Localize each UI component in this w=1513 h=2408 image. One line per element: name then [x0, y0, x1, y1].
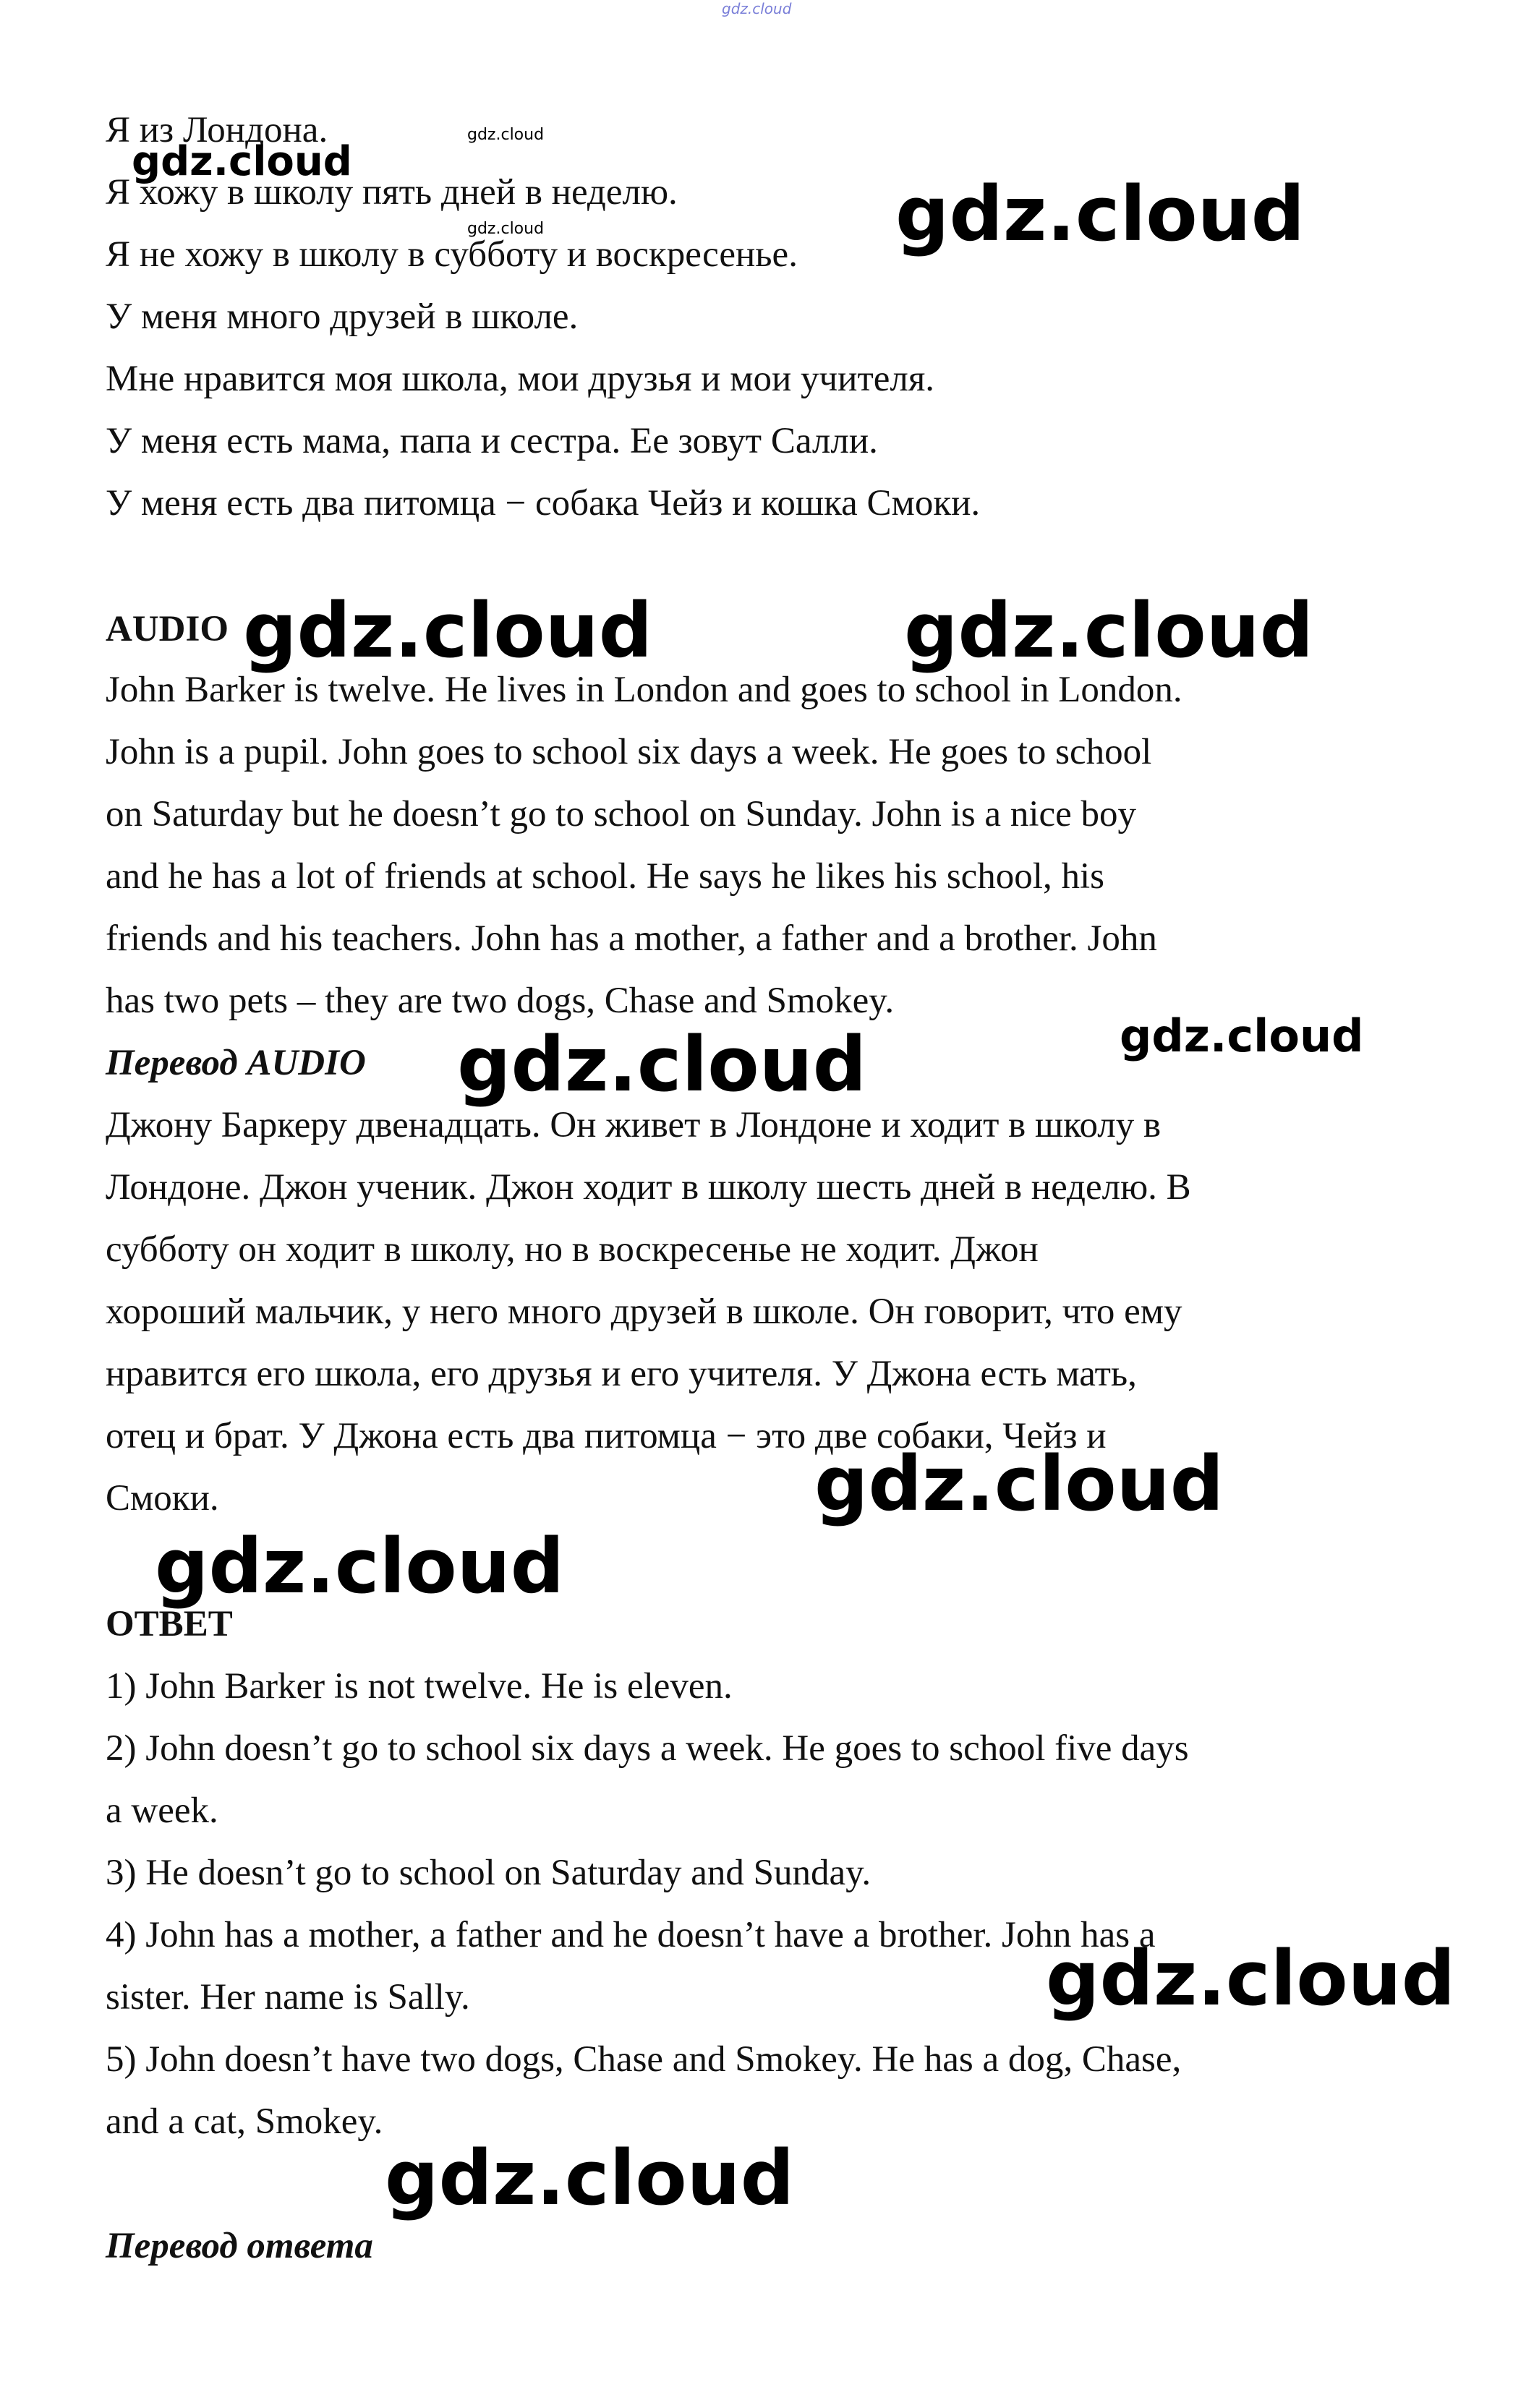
text-line: and he has a lot of friends at school. He says he likes his school, his: [106, 856, 1104, 897]
text-line: Джону Баркеру двенадцать. Он живет в Лондоне и ходит в школу в: [106, 1105, 1162, 1145]
text-line: нравится его школа, его друзья и его учителя. У Джона есть мать,: [106, 1354, 1137, 1394]
text-line: and a cat, Smokey.: [106, 2101, 383, 2142]
section-heading: AUDIO: [106, 609, 229, 649]
text-line: a week.: [106, 1790, 218, 1831]
text-line: отец и брат. У Джона есть два питомца − это две собаки, Чейз и: [106, 1416, 1107, 1456]
text-line: sister. Her name is Sally.: [106, 1977, 470, 2018]
watermark: gdz.cloud: [467, 126, 545, 144]
text-line: хороший мальчик, у него много друзей в школе. Он говорит, что ему: [106, 1291, 1182, 1332]
watermark: gdz.cloud: [243, 586, 653, 675]
header-watermark: gdz.cloud: [722, 0, 792, 17]
watermark: gdz.cloud: [457, 1020, 867, 1109]
text-line: Смоки.: [106, 1478, 219, 1519]
watermark: gdz.cloud: [1046, 1934, 1456, 2023]
text-line: on Saturday but he doesn’t go to school on Sunday. John is a nice boy: [106, 794, 1137, 834]
text-line: has two pets – they are two dogs, Chase and Smokey.: [106, 981, 895, 1021]
section-heading: ОТВЕТ: [106, 1604, 233, 1644]
text-line: Я не хожу в школу в субботу и воскресенье.: [106, 234, 798, 275]
text-line: 5) John doesn’t have two dogs, Chase and Smokey. He has a dog, Chase,: [106, 2039, 1182, 2080]
text-line: 2) John doesn’t go to school six days a week. He goes to school five days: [106, 1728, 1189, 1769]
text-line: У меня много друзей в школе.: [106, 296, 579, 337]
watermark: gdz.cloud: [895, 170, 1305, 258]
watermark: gdz.cloud: [385, 2134, 795, 2222]
text-line: У меня есть мама, папа и сестра. Ее зовут Салли.: [106, 421, 878, 461]
watermark: gdz.cloud: [132, 138, 352, 185]
text-line: Я хожу в школу пять дней в неделю.: [106, 172, 678, 213]
watermark: gdz.cloud: [467, 220, 545, 238]
text-line: 3) He doesn’t go to school on Saturday and Sunday.: [106, 1853, 871, 1893]
watermark: gdz.cloud: [904, 586, 1314, 675]
watermark: gdz.cloud: [814, 1440, 1224, 1528]
text-line: Я из Лондона.: [106, 110, 328, 150]
text-line: John is a pupil. John goes to school six days a week. He goes to school: [106, 732, 1152, 772]
text-line: Мне нравится моя школа, мои друзья и мои учителя.: [106, 359, 935, 399]
text-line: У меня есть два питомца − собака Чейз и кошка Смоки.: [106, 483, 981, 524]
text-line: 1) John Barker is not twelve. He is eleven.: [106, 1666, 733, 1707]
text-line: friends and his teachers. John has a mother, a father and a brother. John: [106, 918, 1157, 959]
text-line: Лондоне. Джон ученик. Джон ходит в школу шесть дней в неделю. В: [106, 1167, 1191, 1208]
text-line: 4) John has a mother, a father and he doesn’t have a brother. John has a: [106, 1915, 1156, 1955]
section-heading: Перевод AUDIO: [106, 1043, 366, 1083]
section-heading: Перевод ответа: [106, 2226, 373, 2266]
text-line: John Barker is twelve. He lives in London and goes to school in London.: [106, 670, 1182, 710]
text-line: субботу он ходит в школу, но в воскресенье не ходит. Джон: [106, 1229, 1039, 1270]
watermark: gdz.cloud: [155, 1522, 565, 1610]
watermark: gdz.cloud: [1120, 1009, 1364, 1062]
